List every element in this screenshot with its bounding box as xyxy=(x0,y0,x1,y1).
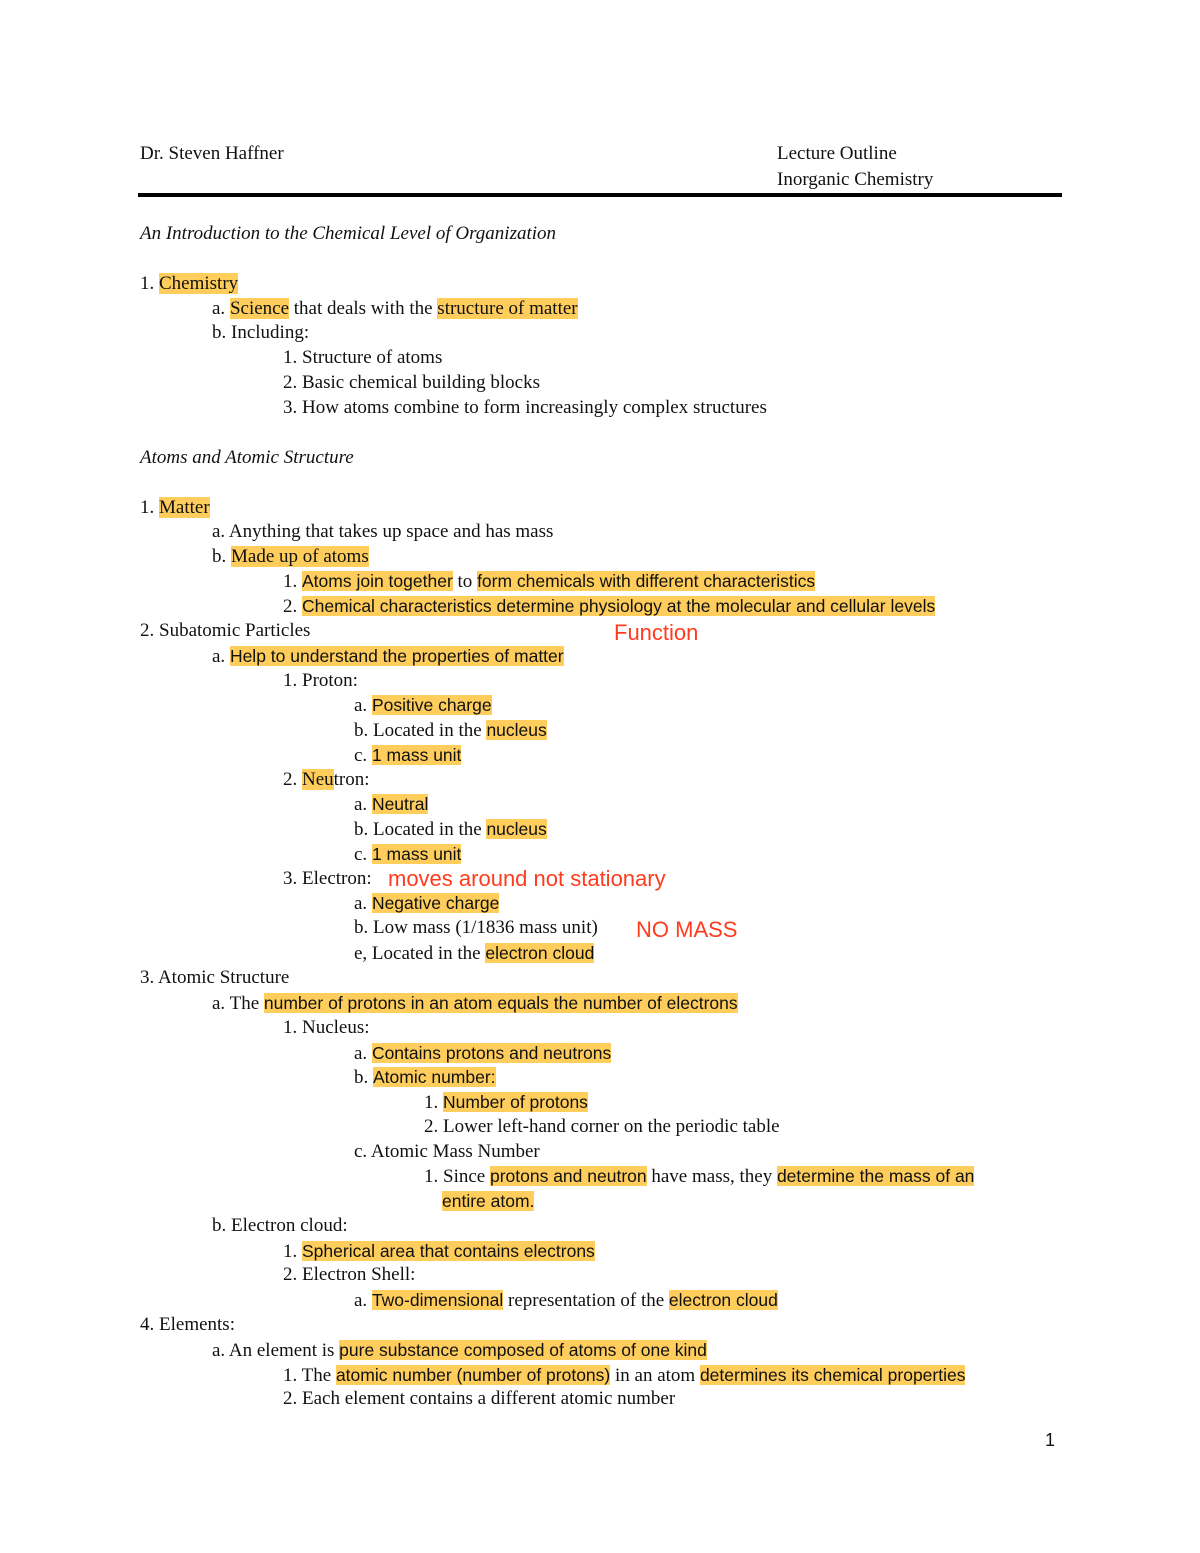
outline-electron-a: a. Negative charge xyxy=(354,893,500,914)
outline-atoms-join: 1. Atoms join together to form chemicals with different characteristics xyxy=(283,571,816,592)
outline-atomic-a: a. The number of protons in an atom equals the number of electrons xyxy=(212,993,738,1014)
outline-electron-c: e, Located in the electron cloud xyxy=(354,943,595,964)
outline-matter-b: b. Made up of atoms xyxy=(212,546,369,567)
outline-including-1: 1. Structure of atoms xyxy=(283,347,443,368)
outline-neutron-b: b. Located in the nucleus xyxy=(354,819,547,840)
outline-nucleus: 1. Nucleus: xyxy=(283,1017,370,1038)
outline-electron: 3. Electron: xyxy=(283,868,372,889)
outline-proton-c: c. 1 mass unit xyxy=(354,745,462,766)
outline-neutron-c: c. 1 mass unit xyxy=(354,844,462,865)
outline-atomic-mass-1-cont: entire atom. xyxy=(442,1191,535,1211)
outline-electron-cloud: b. Electron cloud: xyxy=(212,1215,348,1236)
outline-neutron-a: a. Neutral xyxy=(354,794,429,815)
outline-matter: 1. Matter xyxy=(140,497,210,518)
outline-atomic-number-1: 1. Number of protons xyxy=(424,1092,588,1113)
annotation-function: Function xyxy=(614,620,699,645)
outline-elements-a: a. An element is pure substance composed of atoms of one kind xyxy=(212,1340,707,1361)
header-rule xyxy=(138,193,1062,197)
page-number: 1 xyxy=(1045,1430,1056,1450)
outline-including-3: 3. How atoms combine to form increasingly complex structures xyxy=(283,397,767,418)
outline-proton: 1. Proton: xyxy=(283,670,358,691)
outline-elements-1: 1. The atomic number (number of protons) in an atom determines its chemical properties xyxy=(283,1365,966,1386)
outline-elements: 4. Elements: xyxy=(140,1314,235,1335)
outline-nucleus-c: c. Atomic Mass Number xyxy=(354,1141,540,1162)
outline-subatomic: 2. Subatomic Particles xyxy=(140,620,311,641)
outline-matter-a: a. Anything that takes up space and has mass xyxy=(212,521,554,542)
outline-atomic-number-2: 2. Lower left-hand corner on the periodic table xyxy=(424,1116,780,1137)
outline-electron-cloud-1: 1. Spherical area that contains electrons xyxy=(283,1241,595,1262)
outline-atomic-structure: 3. Atomic Structure xyxy=(140,967,290,988)
annotation-moves: moves around not stationary xyxy=(388,866,666,891)
outline-neutron: 2. Neutron: xyxy=(283,769,370,790)
author-name: Dr. Steven Haffner xyxy=(140,143,284,164)
outline-chem-characteristics: 2. Chemical characteristics determine physiology at the molecular and cellular levels xyxy=(283,596,936,617)
outline-including: b. Including: xyxy=(212,322,310,343)
section-title-intro: An Introduction to the Chemical Level of Organization xyxy=(140,223,557,244)
outline-nucleus-b: b. Atomic number: xyxy=(354,1067,496,1088)
annotation-no-mass: NO MASS xyxy=(636,917,738,942)
section-title-atoms: Atoms and Atomic Structure xyxy=(140,447,354,468)
outline-electron-cloud-2: 2. Electron Shell: xyxy=(283,1264,416,1285)
course-name: Inorganic Chemistry xyxy=(777,169,934,190)
outline-proton-b: b. Located in the nucleus xyxy=(354,720,547,741)
outline-including-2: 2. Basic chemical building blocks xyxy=(283,372,540,393)
outline-electron-shell-a: a. Two-dimensional representation of the electron cloud xyxy=(354,1290,778,1311)
outline-chemistry: 1. Chemistry xyxy=(140,273,239,294)
outline-subatomic-a: a. Help to understand the properties of matter xyxy=(212,646,564,667)
outline-proton-a: a. Positive charge xyxy=(354,695,492,716)
outline-science: a. Science that deals with the structure of matter xyxy=(212,298,578,319)
outline-electron-b: b. Low mass (1/1836 mass unit) xyxy=(354,917,598,938)
doc-type: Lecture Outline xyxy=(777,143,897,164)
outline-atomic-mass-1: 1. Since protons and neutron have mass, they determine the mass of an xyxy=(424,1166,975,1187)
outline-elements-2: 2. Each element contains a different atomic number xyxy=(283,1388,676,1409)
outline-nucleus-a: a. Contains protons and neutrons xyxy=(354,1043,612,1064)
